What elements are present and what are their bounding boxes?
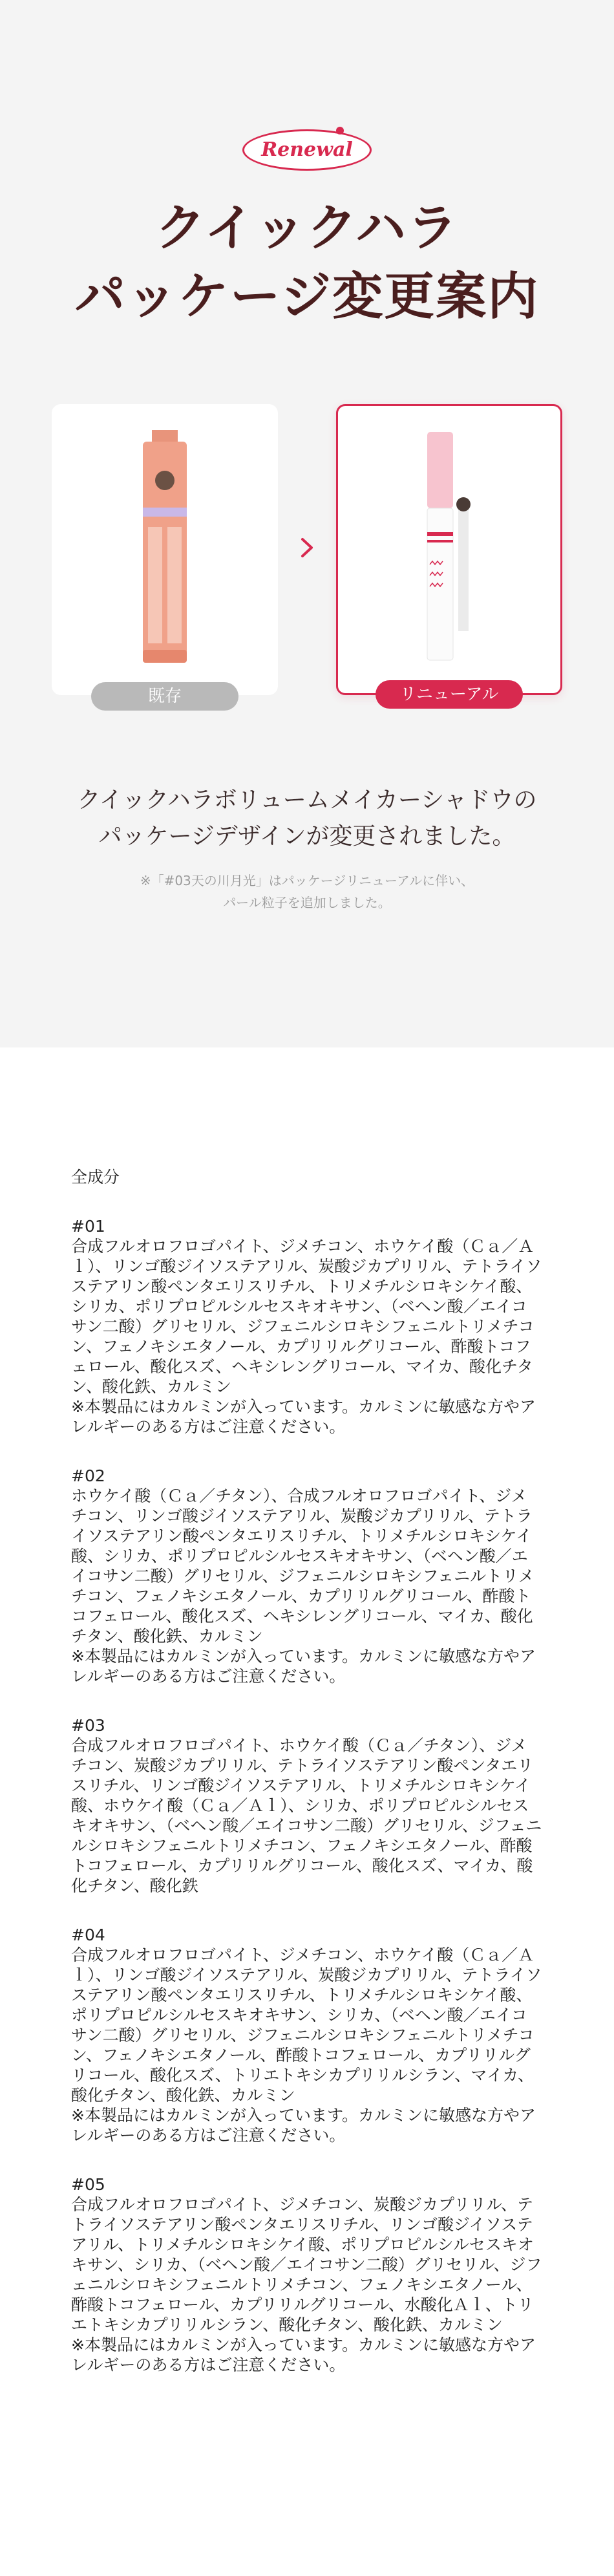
new-product-card: [336, 404, 562, 704]
ingredient-list: 合成フルオロフロゴパイト、ジメチコン、ホウケイ酸（Ｃａ／Ａｌ）、リンゴ酸ジイソステアリル、炭酸ジカプリリル、テトライソステアリン酸ペンタエリスリチル、トリメチルシロキシケイ酸、ポリプロピルシルセスキオキサン、シリカ、（ベヘン酸／エイコサン二酸）グリセリル、ジフェニルシロキシフェニルトリメチコン、フェノキシエタノール、酢酸トコフェロール、カプリリルグリコール、酸化スズ、トリエトキシカプリリルシラン、マイカ、酸化チタン、酸化鉄、カルミン: [71, 1946, 542, 2105]
ingredient-list: 合成フルオロフロゴパイト、ジメチコン、炭酸ジカプリリル、テトライソステアリン酸ペンタエリスリチル、リンゴ酸ジイソステアリル、トリメチルシロキシケイ酸、ポリプロピルシルセスキオキサン、シリカ、（ベヘン酸／エイコサン二酸）グリセリル、ジフェニルシロキシフェニルトリメチコン、フェノキシエタノール、酢酸トコフェロール、カプリリルグリコール、水酸化Ａｌ、トリエトキシカプリリルシラン、酸化チタン、酸化鉄、カルミン: [71, 2195, 542, 2334]
ingredients-title: 全成分: [71, 1168, 120, 1186]
carmine-warning: ※本製品にはカルミンが入っています。カルミンに敏感な方やアレルギーのある方はご注意ください。: [71, 1397, 536, 1436]
note-line-2: パール粒子を追加しました。: [223, 895, 391, 910]
headline-line-2: パッケージ変更案内: [74, 268, 540, 326]
shade-code: #05: [71, 2175, 105, 2194]
renewal-badge: Renewal: [242, 129, 372, 171]
renewal-hero: [0, 0, 614, 1047]
ingredients-section: [0, 1047, 614, 2482]
carmine-warning: ※本製品にはカルミンが入っています。カルミンに敏感な方やアレルギーのある方はご注意ください。: [71, 1647, 536, 1686]
note-line-1: ※「#03天の川月光」はパッケージリニューアルに伴い、: [140, 873, 474, 888]
ingredient-block-03: [71, 1715, 543, 1896]
old-label: 既存: [91, 682, 238, 711]
carmine-warning: ※本製品にはカルミンが入っています。カルミンに敏感な方やアレルギーのある方はご注意ください。: [71, 2335, 536, 2374]
shade-code: #03: [71, 1716, 105, 1735]
renewal-note: [0, 870, 614, 914]
chevron-right-icon: [296, 537, 318, 559]
renewal-description: [0, 782, 614, 855]
ingredient-block-05: [71, 2174, 543, 2375]
shade-code: #04: [71, 1926, 105, 1944]
ingredient-block-02: [71, 1466, 543, 1686]
shade-code: #02: [71, 1466, 105, 1485]
ingredient-list: 合成フルオロフロゴパイト、ジメチコン、ホウケイ酸（Ｃａ／Ａｌ）、リンゴ酸ジイソステアリル、炭酸ジカプリリル、テトライソステアリン酸ペンタエリスリチル、トリメチルシロキシケイ酸、シリカ、ポリプロピルシルセスキオキサン、（ベヘン酸／エイコサン二酸）グリセリル、ジフェニルシロキシフェニルトリメチコン、フェノキシエタノール、カプリリルグリコール、酢酸トコフェロール、酸化スズ、ヘキシレングリコール、マイカ、酸化チタン、酸化鉄、カルミン: [71, 1237, 542, 1396]
ingredient-list: ホウケイ酸（Ｃａ／チタン）、合成フルオロフロゴパイト、ジメチコン、リンゴ酸ジイソステアリル、炭酸ジカプリリル、テトライソステアリン酸ペンタエリスリチル、トリメチルシロキシケイ酸、シリカ、ポリプロピルシルセスキオキサン、（ベヘン酸／エイコサン二酸）グリセリル、ジフェニルシロキシフェニルトリメチコン、フェノキシエタノール、カプリリルグリコール、酢酸トコフェロール、酸化スズ、ヘキシレングリコール、マイカ、酸化チタン、酸化鉄、カルミン: [71, 1487, 535, 1646]
old-product-card: [52, 404, 278, 706]
new-product-image: [410, 432, 488, 678]
ingredient-block-01: [71, 1216, 543, 1437]
shade-code: #01: [71, 1217, 105, 1236]
old-product-image: [126, 430, 204, 676]
page-title: [0, 194, 614, 331]
ingredient-block-04: [71, 1925, 543, 2145]
carmine-warning: ※本製品にはカルミンが入っています。カルミンに敏感な方やアレルギーのある方はご注意ください。: [71, 2106, 536, 2145]
product-comparison: [52, 404, 562, 706]
renewal-label: リニューアル: [376, 680, 523, 709]
description-line-2: パッケージデザインが変更されました。: [98, 823, 516, 850]
headline-line-1: クイックハラ: [155, 199, 459, 257]
description-line-1: クイックハラボリュームメイカーシャドウの: [77, 787, 537, 813]
badge-wrap: [0, 0, 614, 171]
ingredient-list: 合成フルオロフロゴパイト、ホウケイ酸（Ｃａ／チタン）、ジメチコン、炭酸ジカプリリル、テトライソステアリン酸ペンタエリスリチル、リンゴ酸ジイソステアリル、トリメチルシロキシケイ酸、ホウケイ酸（Ｃａ／Ａｌ）、シリカ、ポリプロピルシルセスキオキサン、（ベヘン酸／エイコサン二酸）グリセリル、ジフェニルシロキシフェニルトリメチコン、フェノキシエタノール、酢酸トコフェロール、カプリリルグリコール、酸化スズ、マイカ、酸化チタン、酸化鉄: [71, 1736, 542, 1895]
